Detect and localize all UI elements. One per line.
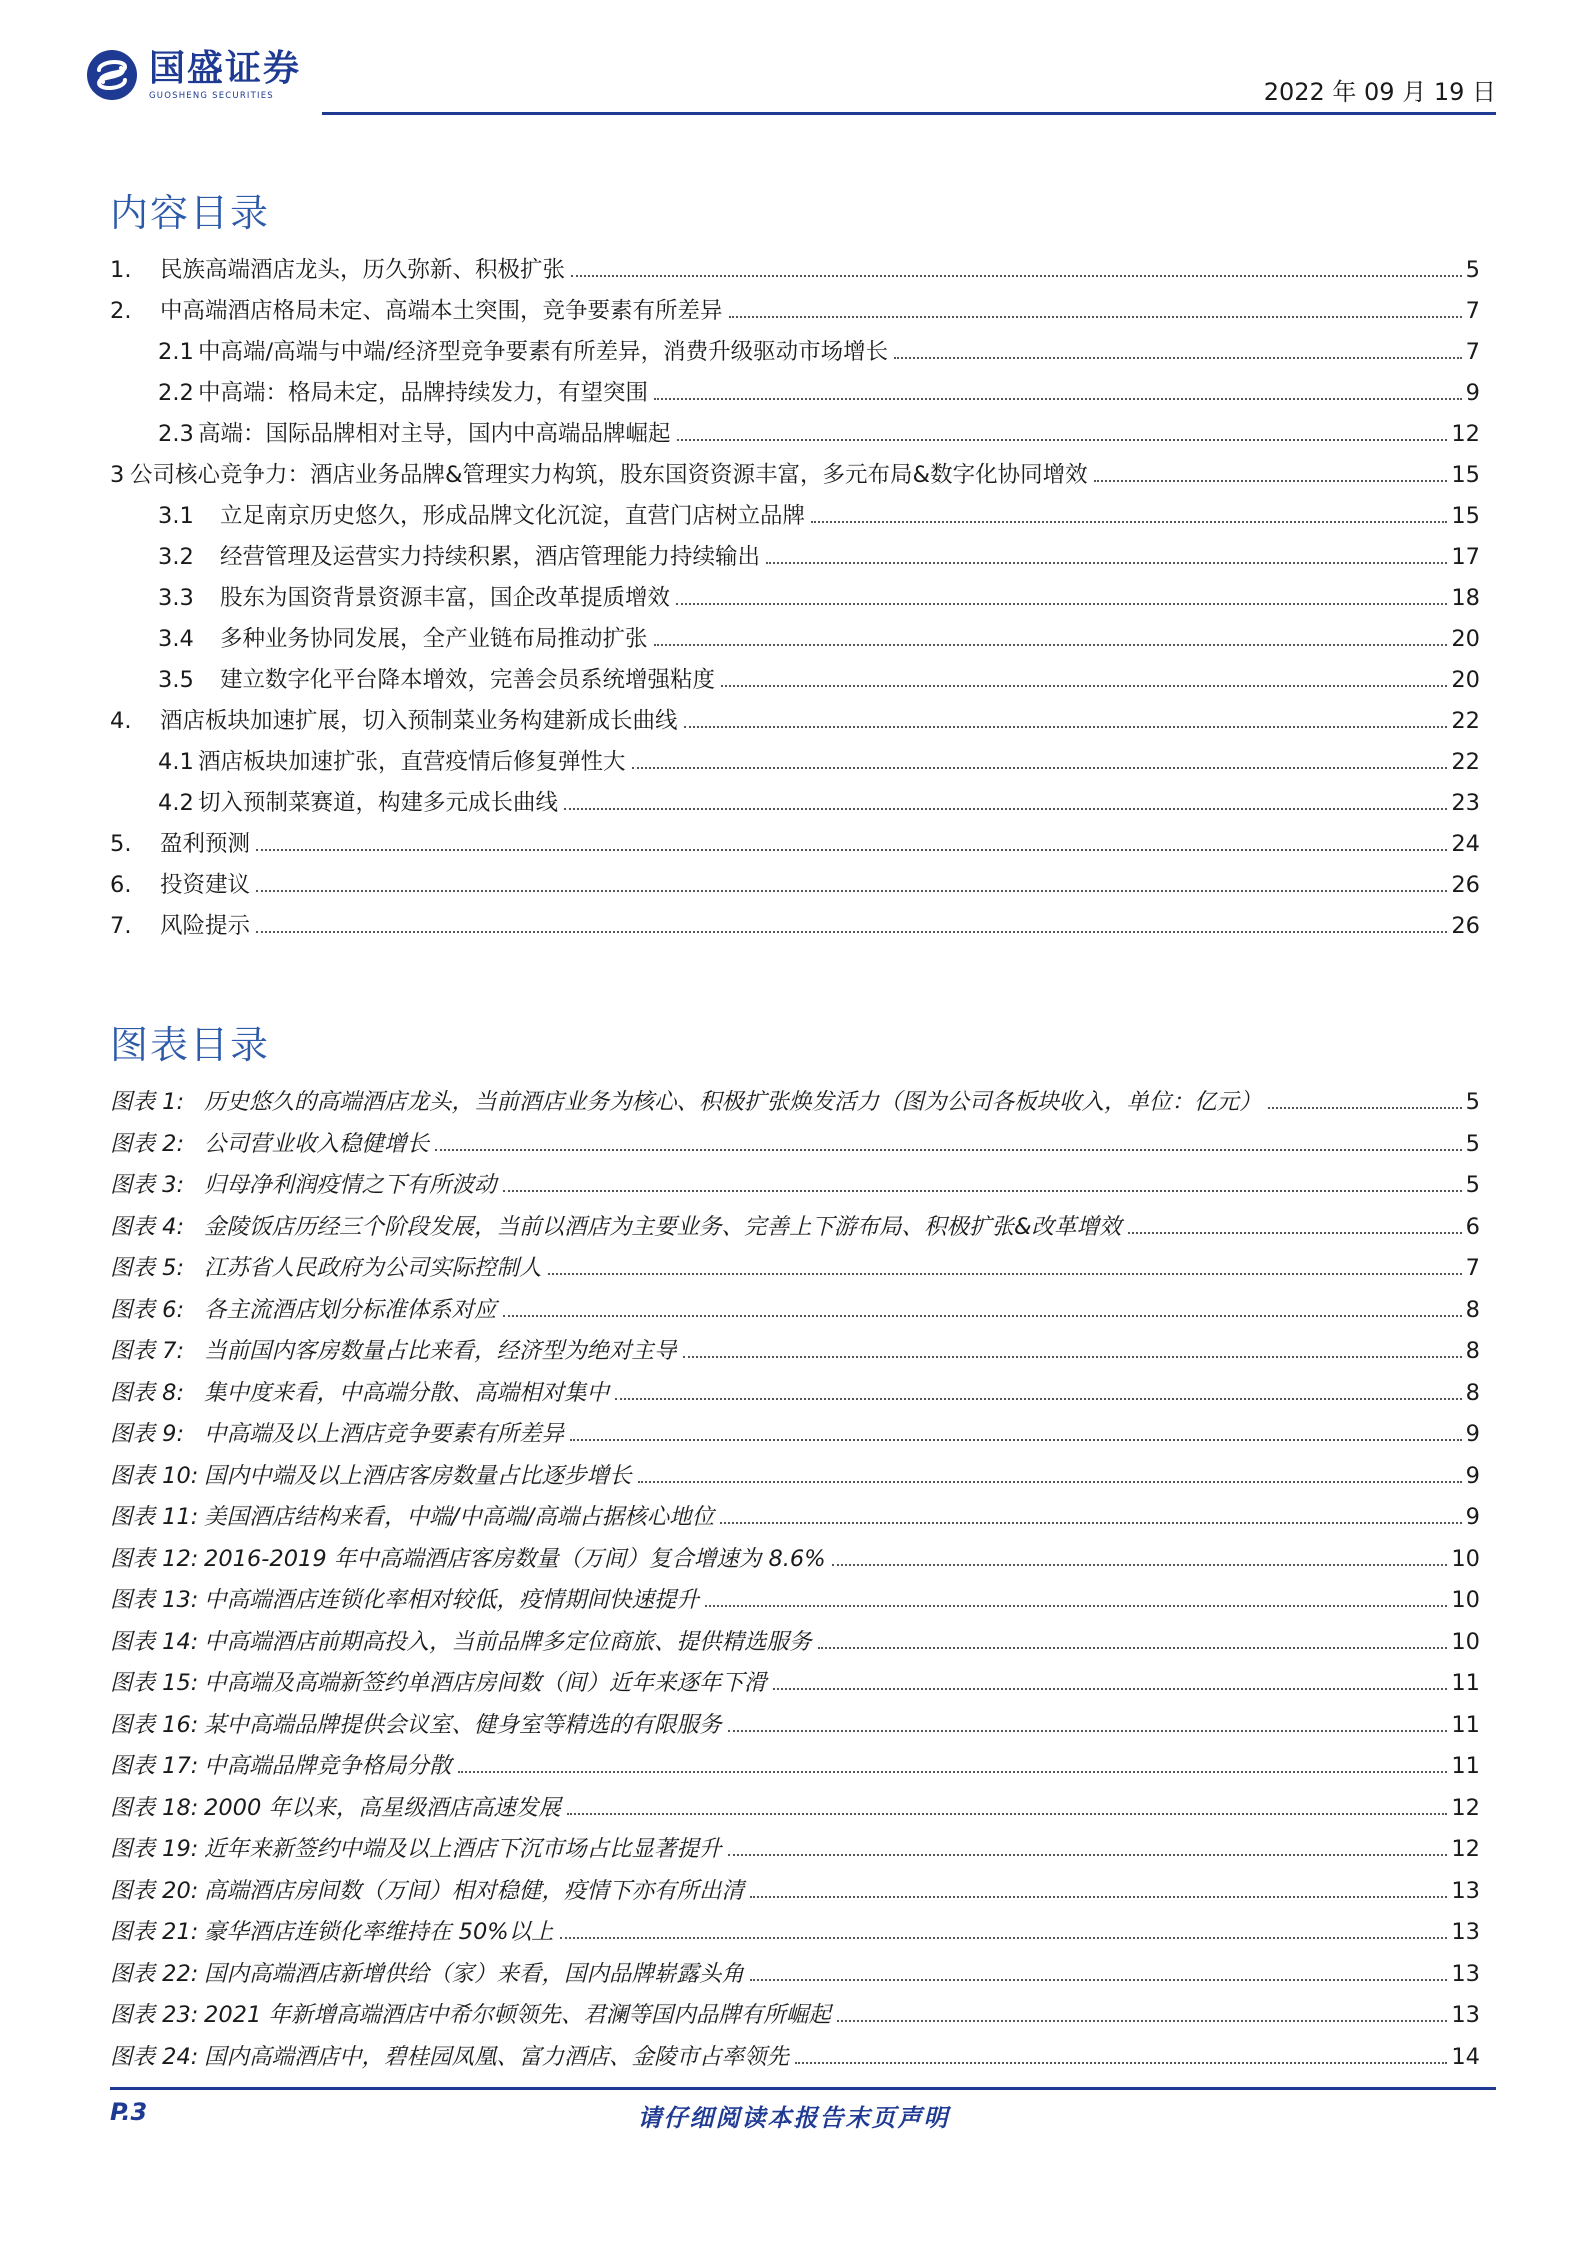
figure-entry-page: 8 [1465,1379,1480,1406]
dot-leader [894,357,1462,359]
toc-entry-page: 12 [1451,421,1480,447]
figure-entry[interactable] [110,1458,1480,1500]
figure-entry-number: 图表 10: [110,1462,199,1489]
figure-entry-title: 历史悠久的高端酒店龙头，当前酒店业务为核心、积极扩张焕发活力（图为公司各板块收入，单位：亿元） [204,1089,1262,1115]
dot-leader [728,1854,1448,1856]
figure-entry[interactable] [110,1582,1480,1624]
page-header [0,0,1587,125]
dot-leader [560,1937,1448,1939]
figure-entry[interactable] [110,1126,1480,1168]
toc-entry-title: 中高端：格局未定，品牌持续发力，有望突围 [198,380,649,406]
figure-entry-page: 12 [1451,1794,1480,1821]
dot-leader [564,808,1447,810]
toc-entry-title: 酒店板块加速扩张，直营疫情后修复弹性大 [198,749,626,775]
dot-leader [1268,1107,1462,1109]
dot-leader [832,1564,1448,1566]
toc-entry[interactable] [110,293,1480,334]
dot-leader [728,1730,1448,1732]
toc-entry[interactable] [110,539,1480,580]
toc-entry-number: 3.4 [158,626,194,652]
figure-entry-page: 8 [1465,1338,1480,1364]
figure-entry-page: 13 [1451,2002,1480,2028]
figure-entry-number: 图表 19: [110,1836,199,1862]
toc-entry[interactable] [110,252,1480,293]
figure-entry-title: 归母净利润疫情之下有所波动 [204,1172,497,1198]
figure-entry-title: 国内高端酒店新增供给（家）来看，国内品牌崭露头角 [204,1960,745,1987]
dot-leader [503,1315,1462,1317]
dot-leader [458,1771,1448,1773]
toc-entry-page: 18 [1451,585,1480,611]
figure-entry-number: 图表 3: [110,1172,185,1198]
dot-leader [571,275,1462,277]
dot-leader [567,1813,1447,1815]
figure-entry-title: 2021 年新增高端酒店中希尔顿领先、君澜等国内品牌有所崛起 [204,2002,831,2028]
figure-entry-page: 5 [1465,1172,1480,1198]
toc-entry-page: 24 [1451,831,1480,857]
toc-entry-title: 股东为国资背景资源丰富，国企改革提质增效 [220,585,671,611]
figure-entry-number: 图表 21: [110,1919,199,1945]
figure-entry-title: 中高端及高端新签约单酒店房间数（间）近年来逐年下滑 [204,1670,767,1696]
figure-entry-number: 图表 1: [110,1089,185,1115]
toc-entry-title: 公司核心竞争力：酒店业务品牌&管理实力构筑，股东国资资源丰富，多元布局&数字化协同增效 [130,462,1088,488]
figure-entry-page: 6 [1465,1213,1480,1240]
toc-entry[interactable] [110,580,1480,621]
toc-entry-title: 中高端酒店格局未定、高端本土突围，竞争要素有所差异 [160,298,723,324]
toc-entry-page: 26 [1451,872,1480,898]
toc-entry-title: 建立数字化平台降本增效，完善会员系统增强粘度 [220,667,716,693]
dot-leader [570,1439,1462,1441]
figure-entry[interactable] [110,1997,1480,2039]
figure-entry-title: 豪华酒店连锁化率维持在 50%以上 [204,1919,554,1945]
figure-list-heading: 图表目录 [110,1023,271,1067]
toc-entry-number: 7. [110,913,132,939]
figure-entry-number: 图表 8: [110,1379,185,1406]
figure-entry-title: 集中度来看，中高端分散、高端相对集中 [204,1379,610,1406]
figure-entry[interactable] [110,1499,1480,1541]
toc-entry-number: 4.2 [158,790,194,816]
figure-entry-number: 图表 17: [110,1753,199,1779]
toc-entry-page: 23 [1451,790,1480,816]
figure-entry[interactable] [110,2039,1480,2081]
figure-entry[interactable] [110,1541,1480,1583]
toc-entry-page: 9 [1465,380,1480,406]
figure-entry[interactable] [110,1375,1480,1417]
figure-entry[interactable] [110,1707,1480,1749]
figure-entry-number: 图表 22: [110,1960,199,1987]
toc-entry[interactable] [110,498,1480,539]
logo-icon [85,48,139,102]
figure-entry-page: 13 [1451,1877,1480,1904]
dot-leader [750,1896,1447,1898]
figure-entry-title: 国内高端酒店中，碧桂园凤凰、富力酒店、金陵市占率领先 [204,2043,790,2070]
figure-entry-title: 高端酒店房间数（万间）相对稳健，疫情下亦有所出清 [204,1877,745,1904]
figure-entry-page: 9 [1465,1462,1480,1489]
toc-entry-number: 3 [110,462,125,488]
dot-leader [720,1522,1462,1524]
toc-entry[interactable] [110,867,1480,908]
figure-entry[interactable] [110,1209,1480,1251]
figure-entry-title: 中高端品牌竞争格局分散 [204,1753,452,1779]
dot-leader [654,644,1448,646]
toc-entry[interactable] [110,621,1480,662]
dot-leader [684,726,1448,728]
toc-entry-page: 7 [1465,298,1480,324]
figure-entry-page: 11 [1451,1711,1480,1738]
toc-entry-number: 2.3 [158,421,194,447]
figure-entry[interactable] [110,1790,1480,1832]
toc-entry-number: 3.1 [158,503,194,529]
dot-leader [615,1398,1462,1400]
figure-entry[interactable] [110,1416,1480,1458]
toc-entry-title: 投资建议 [160,872,251,898]
dot-leader [503,1190,1462,1192]
dot-leader [677,439,1448,441]
figure-entry-page: 11 [1451,1670,1480,1696]
toc-entry-number: 5. [110,831,132,857]
toc-entry-page: 22 [1451,708,1480,734]
figure-entry-title: 中高端酒店前期高投入，当前品牌多定位商旅、提供精选服务 [204,1628,812,1655]
figure-entry-page: 7 [1465,1255,1480,1281]
toc-entry[interactable] [110,457,1480,498]
toc-entry[interactable] [110,416,1480,457]
figure-list [110,1084,1480,2080]
toc-entry-title: 民族高端酒店龙头，历久弥新、积极扩张 [160,257,566,283]
figure-entry-page: 5 [1465,1089,1480,1115]
figure-entry[interactable] [110,1956,1480,1998]
figure-entry-title: 中高端酒店连锁化率相对较低，疫情期间快速提升 [204,1587,700,1613]
figure-entry-page: 10 [1451,1545,1480,1572]
dot-leader [811,521,1447,523]
figure-entry-number: 图表 9: [110,1421,185,1447]
dot-leader [435,1149,1462,1151]
figure-entry-title: 江苏省人民政府为公司实际控制人 [204,1255,542,1281]
toc-entry[interactable] [110,375,1480,416]
figure-entry-title: 国内中端及以上酒店客房数量占比逐步增长 [204,1462,632,1489]
toc-entry[interactable] [110,908,1480,949]
figure-entry-page: 9 [1465,1421,1480,1447]
figure-entry[interactable] [110,1831,1480,1873]
disclaimer-note: 请仔细阅读本报告末页声明 [637,2104,950,2132]
dot-leader [773,1688,1448,1690]
figure-entry[interactable] [110,1914,1480,1956]
figure-entry-number: 图表 12: [110,1545,199,1572]
figure-entry[interactable] [110,1748,1480,1790]
figure-entry[interactable] [110,1624,1480,1666]
toc-entry-number: 2. [110,298,132,324]
toc-entry[interactable] [110,703,1480,744]
figure-entry-title: 当前国内客房数量占比来看，经济型为绝对主导 [204,1338,677,1364]
toc-entry-number: 1. [110,257,132,283]
toc-entry-number: 2.2 [158,380,194,406]
dot-leader [654,398,1462,400]
toc-entry-page: 15 [1451,462,1480,488]
figure-entry-page: 12 [1451,1836,1480,1862]
page-number: P.3 [110,2098,148,2126]
toc-entry-title: 风险提示 [160,913,251,939]
dot-leader [1128,1232,1462,1234]
toc-entry-title: 高端：国际品牌相对主导，国内中高端品牌崛起 [198,421,671,447]
dot-leader [256,931,1447,933]
toc-list [110,252,1480,949]
figure-entry-page: 8 [1465,1296,1480,1323]
figure-entry-number: 图表 23: [110,2002,199,2028]
toc-entry-title: 经营管理及运营实力持续积累，酒店管理能力持续输出 [220,544,761,570]
toc-entry[interactable] [110,334,1480,375]
figure-entry-title: 各主流酒店划分标准体系对应 [204,1296,497,1323]
figure-entry-number: 图表 4: [110,1213,185,1240]
figure-entry-page: 10 [1451,1587,1480,1613]
figure-entry[interactable] [110,1250,1480,1292]
figure-entry-title: 中高端及以上酒店竞争要素有所差异 [204,1421,565,1447]
figure-entry-number: 图表 13: [110,1587,199,1613]
figure-entry-number: 图表 20: [110,1877,199,1904]
figure-entry-page: 11 [1451,1753,1480,1779]
report-date: 2022 年 09 月 19 日 [1263,78,1496,106]
dot-leader [1094,480,1448,482]
toc-heading: 内容目录 [110,191,271,235]
figure-entry-title: 某中高端品牌提供会议室、健身室等精选的有限服务 [204,1711,722,1738]
figure-entry-number: 图表 7: [110,1338,185,1364]
toc-entry-number: 4. [110,708,132,734]
toc-entry-page: 5 [1465,257,1480,283]
dot-leader [818,1647,1448,1649]
toc-entry-number: 2.1 [158,339,194,365]
footer-divider [110,2087,1496,2090]
toc-entry[interactable] [110,785,1480,826]
dot-leader [632,767,1448,769]
figure-entry-page: 9 [1465,1504,1480,1530]
dot-leader [729,316,1462,318]
figure-entry[interactable] [110,1167,1480,1209]
dot-leader [256,890,1447,892]
figure-entry-title: 近年来新签约中端及以上酒店下沉市场占比显著提升 [204,1836,722,1862]
figure-entry-number: 图表 11: [110,1504,199,1530]
figure-entry-number: 图表 15: [110,1670,199,1696]
toc-entry[interactable] [110,662,1480,703]
figure-entry[interactable] [110,1665,1480,1707]
toc-entry-number: 3.3 [158,585,194,611]
dot-leader [683,1356,1462,1358]
figure-entry[interactable] [110,1084,1480,1126]
figure-entry-page: 14 [1451,2043,1480,2070]
toc-entry-title: 中高端/高端与中端/经济型竞争要素有所差异，消费升级驱动市场增长 [198,339,889,365]
figure-entry-number: 图表 14: [110,1628,199,1655]
figure-entry[interactable] [110,1873,1480,1915]
figure-entry-title: 公司营业收入稳健增长 [204,1130,430,1157]
toc-entry-number: 3.2 [158,544,194,570]
toc-entry-number: 6. [110,872,132,898]
figure-entry-title: 2000 年以来，高星级酒店高速发展 [204,1794,561,1821]
figure-entry-number: 图表 6: [110,1296,185,1323]
logo-name-cn: 国盛证券 [149,48,302,89]
figure-entry-number: 图表 5: [110,1255,185,1281]
toc-entry-title: 立足南京历史悠久，形成品牌文化沉淀，直营门店树立品牌 [220,503,806,529]
logo-name-en: GUOSHENG SECURITIES [149,91,274,101]
figure-entry-number: 图表 24: [110,2043,199,2070]
dot-leader [638,1481,1462,1483]
toc-entry[interactable] [110,744,1480,785]
toc-entry-page: 7 [1465,339,1480,365]
figure-entry-number: 图表 18: [110,1794,199,1821]
dot-leader [548,1273,1462,1275]
figure-entry-number: 图表 16: [110,1711,199,1738]
figure-entry[interactable] [110,1292,1480,1334]
toc-entry-title: 盈利预测 [160,831,251,857]
toc-entry-page: 26 [1451,913,1480,939]
toc-entry-number: 3.5 [158,667,194,693]
toc-entry-page: 22 [1451,749,1480,775]
toc-entry-page: 17 [1451,544,1480,570]
dot-leader [750,1979,1447,1981]
brand-logo [85,48,301,102]
dot-leader [795,2062,1447,2064]
toc-entry-page: 20 [1451,667,1480,693]
figure-entry-title: 金陵饭店历经三个阶段发展，当前以酒店为主要业务、完善上下游布局、积极扩张&改革增效 [204,1213,1122,1240]
figure-entry-page: 13 [1451,1960,1480,1987]
toc-entry-number: 4.1 [158,749,194,775]
figure-entry-title: 美国酒店结构来看，中端/中高端/高端占据核心地位 [204,1504,715,1530]
header-divider [322,112,1496,115]
dot-leader [766,562,1447,564]
figure-entry-page: 5 [1465,1130,1480,1157]
figure-entry-page: 13 [1451,1919,1480,1945]
dot-leader [256,849,1447,851]
toc-entry-title: 酒店板块加速扩展，切入预制菜业务构建新成长曲线 [160,708,678,734]
figure-entry-title: 2016-2019 年中高端酒店客房数量（万间）复合增速为 8.6% [204,1545,826,1572]
dot-leader [721,685,1447,687]
dot-leader [705,1605,1447,1607]
toc-entry-page: 15 [1451,503,1480,529]
toc-entry[interactable] [110,826,1480,867]
dot-leader [676,603,1447,605]
figure-entry[interactable] [110,1333,1480,1375]
figure-entry-number: 图表 2: [110,1130,185,1157]
toc-entry-title: 切入预制菜赛道，构建多元成长曲线 [198,790,559,816]
toc-entry-page: 20 [1451,626,1480,652]
toc-entry-title: 多种业务协同发展，全产业链布局推动扩张 [220,626,648,652]
dot-leader [837,2020,1447,2022]
figure-entry-page: 10 [1451,1628,1480,1655]
